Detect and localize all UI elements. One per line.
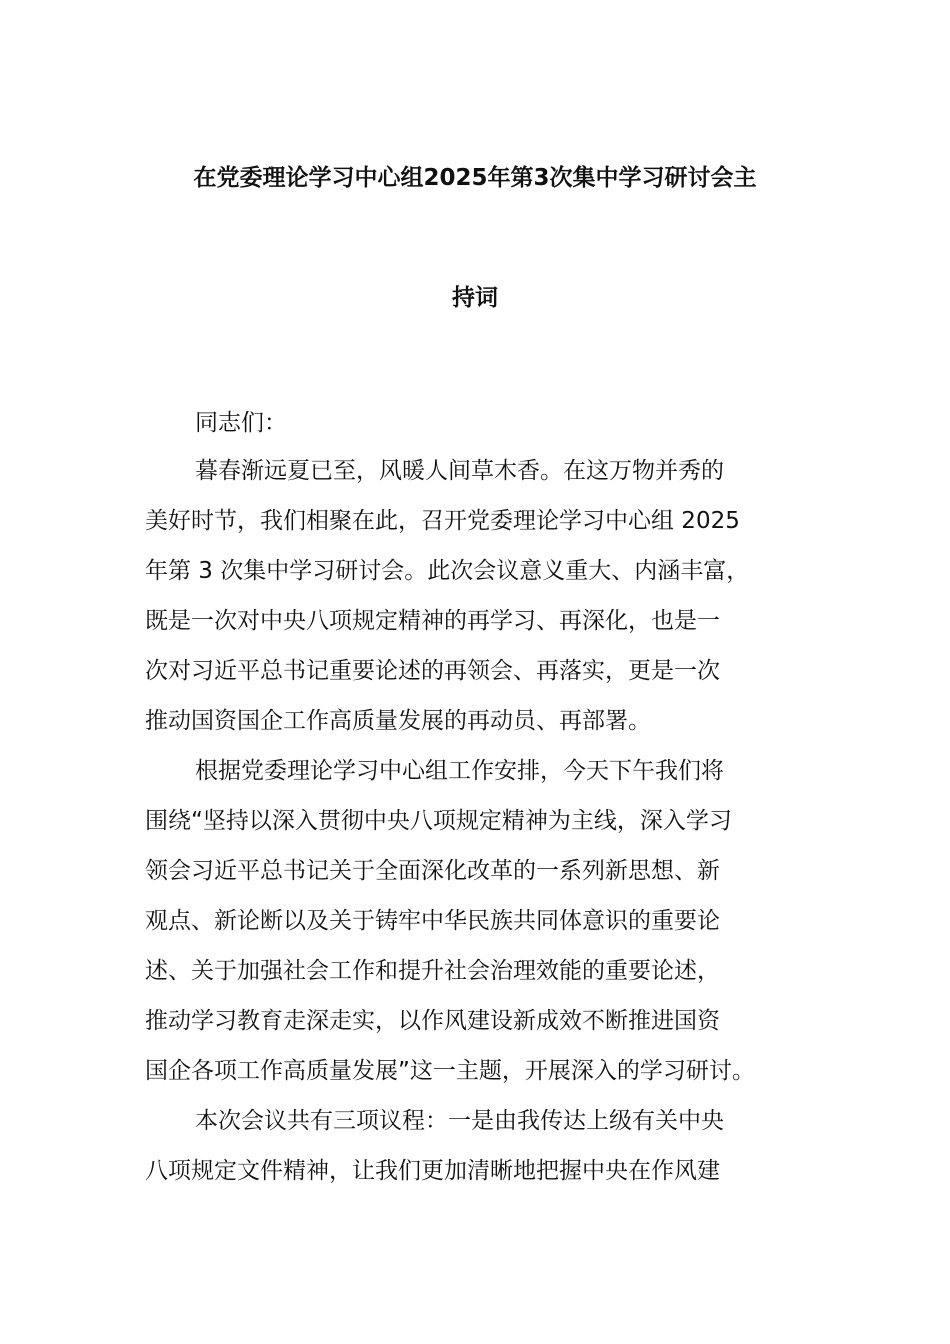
body-line: 暮春渐远夏已至，风暖人间草木香。在这万物并秀的: [195, 458, 724, 484]
body-line: 既是一次对中央八项规定精神的再学习、再深化，也是一: [145, 608, 720, 634]
body-line: 述、关于加强社会工作和提升社会治理效能的重要论述，: [145, 958, 720, 984]
body-line: 本次会议共有三项议程：一是由我传达上级有关中央: [195, 1108, 724, 1134]
body-line: 观点、新论断以及关于铸牢中华民族共同体意识的重要论: [145, 908, 720, 934]
body-line: 美好时节，我们相聚在此，召开党委理论学习中心组 2025: [145, 508, 740, 534]
document-title-line-2: 持词: [452, 285, 498, 311]
body-line: 次对习近平总书记重要论述的再领会、再落实，更是一次: [145, 658, 720, 684]
document-title-line-1: 在党委理论学习中心组2025年第3次集中学习研讨会主: [193, 165, 757, 191]
body-line: 年第 3 次集中学习研讨会。此次会议意义重大、内涵丰富，: [145, 558, 750, 584]
body-line: 根据党委理论学习中心组工作安排，今天下午我们将: [195, 758, 724, 784]
body-line: 八项规定文件精神，让我们更加清晰地把握中央在作风建: [145, 1158, 720, 1184]
salutation: 同志们：: [195, 410, 287, 436]
body-line: 国企各项工作高质量发展”这一主题，开展深入的学习研讨。: [145, 1058, 755, 1084]
body-line: 推动学习教育走深走实，以作风建设新成效不断推进国资: [145, 1008, 720, 1034]
body-line: 围绕“坚持以深入贯彻中央八项规定精神为主线，深入学习: [145, 808, 732, 834]
body-line: 推动国资国企工作高质量发展的再动员、再部署。: [145, 708, 651, 734]
body-line: 领会习近平总书记关于全面深化改革的一系列新思想、新: [145, 858, 720, 884]
